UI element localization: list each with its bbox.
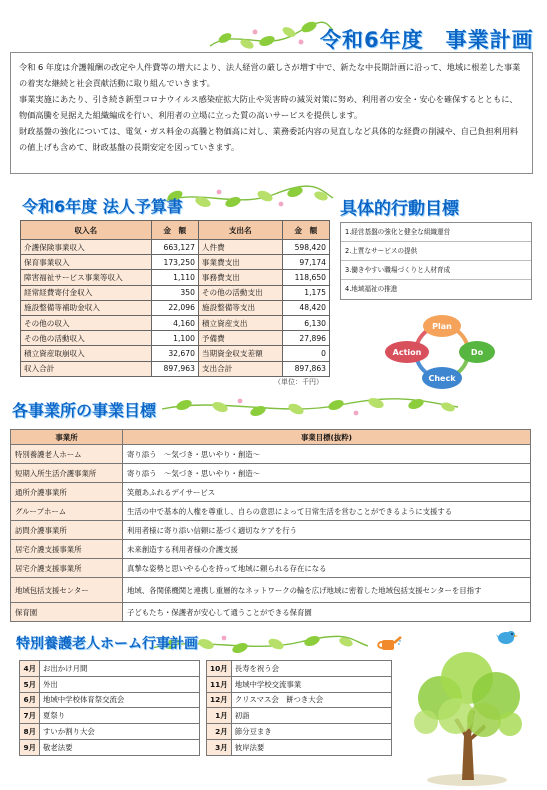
event-month: 9月 (20, 739, 40, 755)
office-name: 地域包括支援センター (11, 578, 123, 603)
watering-can-icon (376, 632, 402, 654)
budget-header-amount: 金 額 (282, 221, 329, 240)
income-name: 介護保険事業収入 (21, 240, 152, 255)
office-goal: 利用者様に寄り添い信頼に基づく適切なケアを行う (123, 521, 531, 540)
budget-header-expense: 支出名 (198, 221, 282, 240)
income-name: 施設整備等補助金収入 (21, 300, 152, 315)
tree-illustration-icon (400, 640, 534, 788)
event-name: 長寿を祝う会 (231, 661, 391, 677)
goal-item: 2.上質なサービスの提供 (341, 242, 531, 261)
office-name: 訪問介護事業所 (11, 521, 123, 540)
expense-amount: 97,174 (282, 255, 329, 270)
budget-row (21, 346, 330, 361)
income-amount: 32,670 (151, 346, 198, 361)
goals-heading: 具体的行動目標 (340, 199, 459, 219)
office-name: グループホーム (11, 502, 123, 521)
income-amount: 22,096 (151, 300, 198, 315)
office-row (11, 559, 531, 578)
expense-amount: 118,650 (282, 270, 329, 285)
pdca-check-label: Check (428, 374, 456, 383)
income-amount: 663,127 (151, 240, 198, 255)
expense-name: 人件費 (198, 240, 282, 255)
expense-name: 予備費 (198, 331, 282, 346)
expense-amount: 1,175 (282, 285, 329, 300)
vine-decoration-top (205, 8, 335, 56)
events-table (19, 660, 392, 756)
budget-row (21, 315, 330, 330)
income-amount: 4,160 (151, 315, 198, 330)
expense-name: 積立資産支出 (198, 315, 282, 330)
income-total-label: 収入合計 (21, 361, 152, 376)
event-name: 彼岸法要 (231, 739, 391, 755)
event-name: 敬老法要 (40, 739, 200, 755)
event-name: 地域中学校交流事業 (231, 676, 391, 692)
income-amount: 173,250 (151, 255, 198, 270)
event-month: 3月 (207, 739, 232, 755)
budget-table (20, 220, 330, 377)
income-amount: 1,100 (151, 331, 198, 346)
budget-row (21, 255, 330, 270)
office-row (11, 540, 531, 559)
expense-total-amount: 897,863 (282, 361, 329, 376)
office-name: 居宅介護支援事業所 (11, 540, 123, 559)
expense-name: 施設整備等支出 (198, 300, 282, 315)
budget-row (21, 285, 330, 300)
office-goal: 真摯な姿勢と思いやる心を持って地域に頼られる存在になる (123, 559, 531, 578)
event-month: 2月 (207, 724, 232, 740)
offices-header-row (11, 430, 531, 445)
expense-amount: 598,420 (282, 240, 329, 255)
page-title: 令和6年度 事業計画 (320, 28, 534, 52)
income-amount: 1,110 (151, 270, 198, 285)
offices-header-office: 事業所 (11, 430, 123, 445)
expense-total-label: 支出合計 (198, 361, 282, 376)
goal-item: 3.働きやすい職場づくりと人材育成 (341, 261, 531, 280)
income-amount: 350 (151, 285, 198, 300)
event-row (20, 724, 392, 740)
event-month: 8月 (20, 724, 40, 740)
budget-row (21, 331, 330, 346)
budget-row (21, 300, 330, 315)
expense-name: 事務費支出 (198, 270, 282, 285)
vine-decoration-office (160, 393, 460, 421)
office-name: 通所介護事業所 (11, 483, 123, 502)
event-name: 地域中学校体育祭交流会 (40, 692, 200, 708)
income-name: 積立資産取崩収入 (21, 346, 152, 361)
office-goal: 地域、各関係機関と連携し重層的なネットワークの輪を広げ地域に密着した地域包括支援センターを目指す (123, 578, 531, 603)
event-name: お出かけ月間 (40, 661, 200, 677)
office-name: 短期入所生活介護事業所 (11, 464, 123, 483)
office-goal: 生活の中で基本的人権を尊重し、自らの意思によって日常生活を営むことができるように支援する (123, 502, 531, 521)
office-goal: 笑顔あふれるデイサービス (123, 483, 531, 502)
pdca-do-label: Do (470, 348, 484, 357)
pdca-plan-label: Plan (432, 322, 452, 331)
event-name: 外出 (40, 676, 200, 692)
event-row (20, 739, 392, 755)
office-goal: 寄り添う ～気づき・思いやり・創造～ (123, 464, 531, 483)
goals-list (340, 222, 532, 300)
office-row (11, 445, 531, 464)
event-name: 初詣 (231, 708, 391, 724)
budget-header-amount: 金 額 (151, 221, 198, 240)
expense-amount: 48,420 (282, 300, 329, 315)
office-name: 特別養護老人ホーム (11, 445, 123, 464)
events-heading: 特別養護老人ホーム行事計画 (16, 636, 198, 652)
event-month: 7月 (20, 708, 40, 724)
expense-name: その他の活動支出 (198, 285, 282, 300)
event-name: 夏祭り (40, 708, 200, 724)
event-month: 11月 (207, 676, 232, 692)
pdca-action-label: Action (392, 348, 422, 357)
offices-table (10, 429, 531, 622)
income-name: その他の活動収入 (21, 331, 152, 346)
budget-row (21, 240, 330, 255)
income-name: 保育事業収入 (21, 255, 152, 270)
office-goal: 未来創造する利用者様の介護支援 (123, 540, 531, 559)
office-name: 保育園 (11, 603, 123, 622)
expense-name: 事業費支出 (198, 255, 282, 270)
budget-header-row (21, 221, 330, 240)
income-name: 障害福祉サービス事業等収入 (21, 270, 152, 285)
event-row (20, 692, 392, 708)
budget-total-row (21, 361, 330, 376)
office-row (11, 578, 531, 603)
event-month: 10月 (207, 661, 232, 677)
event-name: すいか割り大会 (40, 724, 200, 740)
office-row (11, 502, 531, 521)
income-name: 経常経費寄付金収入 (21, 285, 152, 300)
event-month: 6月 (20, 692, 40, 708)
goal-item: 1.経営基盤の強化と健全な組織運営 (341, 223, 531, 242)
office-goal: 子どもたち・保護者が安心して通うことができる保育園 (123, 603, 531, 622)
intro-paragraph-2: 事業実施にあたり、引き続き新型コロナウイルス感染症拡大防止や災害時の減災対策に努め、利用者の安全・安心を確保するとともに、物価高騰を見据えた組織編成を行い、利用者の立場に立った質の高いサービスを提供します。 (19, 94, 518, 120)
income-total-amount: 897,963 (151, 361, 198, 376)
event-month: 4月 (20, 661, 40, 677)
intro-paragraph-3: 財政基盤の強化については、電気・ガス料金の高騰と物価高に対し、業務委託内容の見直しなど具体的な経費の削減や、自己負担利用料の値上げも含めて、財政基盤の長期安定を図っていきます。 (19, 126, 519, 152)
budget-heading: 令和6年度 法人予算書 (22, 197, 183, 216)
event-month: 12月 (207, 692, 232, 708)
office-row (11, 483, 531, 502)
office-row (11, 603, 531, 622)
office-goal: 寄り添う ～気づき・思いやり・創造～ (123, 445, 531, 464)
event-row (20, 708, 392, 724)
expense-amount: 6,130 (282, 315, 329, 330)
event-month: 1月 (207, 708, 232, 724)
intro-paragraph-1: 令和 6 年度は介護報酬の改定や人件費等の増大により、法人経営の厳しさが増す中で、新たな中長期計画に沿って、地域に根差した事業の着実な継続と社会貢献活動に取り組んでいきます。 (19, 62, 521, 88)
event-row (20, 676, 392, 692)
event-row (20, 661, 392, 677)
event-name: 節分豆まき (231, 724, 391, 740)
offices-header-goal: 事業目標(抜粋) (123, 430, 531, 445)
budget-header-income: 収入名 (21, 221, 152, 240)
expense-amount: 27,896 (282, 331, 329, 346)
pdca-cycle-diagram (382, 312, 502, 390)
goal-item: 4.地域福祉の推進 (345, 285, 398, 293)
intro-text-box (10, 52, 533, 174)
event-name: クリスマス会 餅つき大会 (231, 692, 391, 708)
budget-unit-note: （単位：千円） (274, 378, 323, 386)
office-row (11, 464, 531, 483)
expense-name: 当期資金収支差額 (198, 346, 282, 361)
expense-amount: 0 (282, 346, 329, 361)
event-month: 5月 (20, 676, 40, 692)
income-name: その他の収入 (21, 315, 152, 330)
budget-row (21, 270, 330, 285)
offices-heading: 各事業所の事業目標 (12, 401, 157, 420)
office-row (11, 521, 531, 540)
office-name: 居宅介護支援事業所 (11, 559, 123, 578)
